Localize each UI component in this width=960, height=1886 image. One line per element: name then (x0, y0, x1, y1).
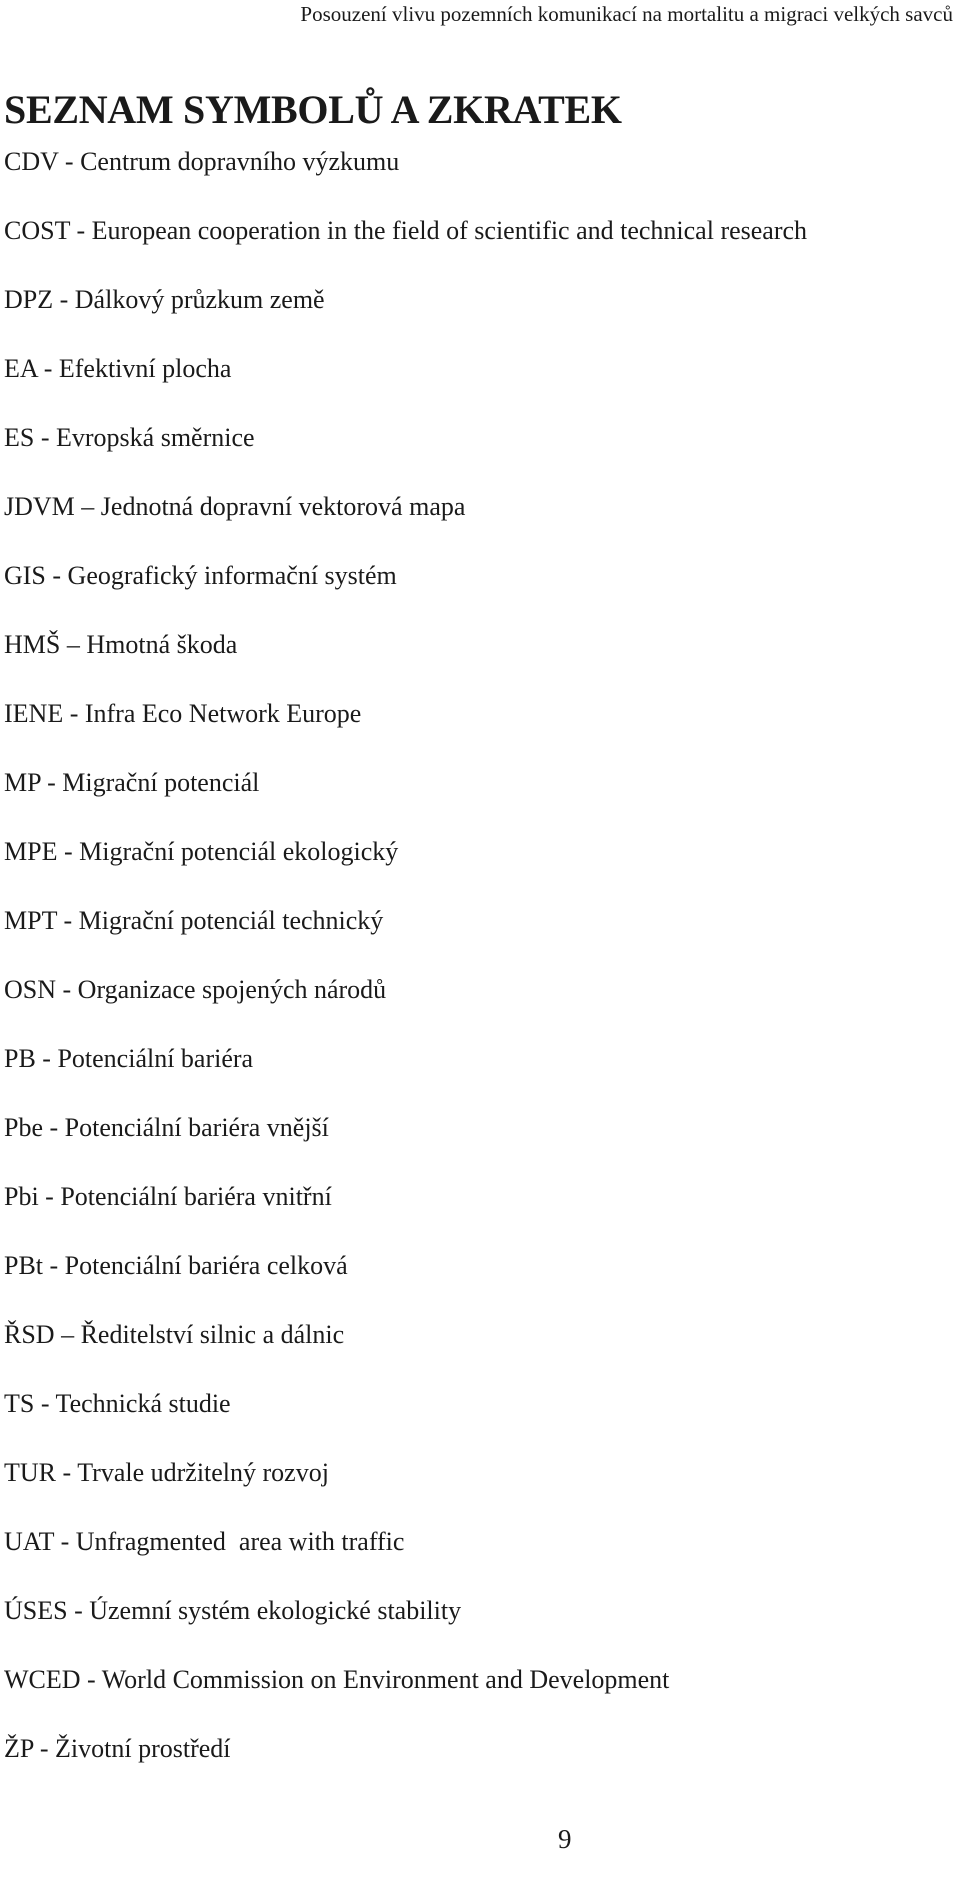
page-number: 9 (558, 1824, 572, 1854)
abbreviation-entry: OSN - Organizace spojených národů (4, 975, 387, 1004)
abbreviation-entry: MP - Migrační potenciál (4, 768, 260, 797)
section-title: SEZNAM SYMBOLŮ A ZKRATEK (4, 87, 622, 132)
abbreviation-entry: TUR - Trvale udržitelný rozvoj (4, 1458, 329, 1487)
abbreviation-entry: ŘSD – Ředitelství silnic a dálnic (4, 1320, 345, 1349)
abbreviation-entry: ŽP - Životní prostředí (4, 1734, 231, 1763)
abbreviation-entry: WCED - World Commission on Environment and Development (4, 1665, 670, 1694)
abbreviation-entry: MPT - Migrační potenciál technický (4, 906, 384, 935)
abbreviation-list (4, 147, 807, 1803)
abbreviation-entry: IENE - Infra Eco Network Europe (4, 699, 362, 728)
abbreviation-entry: GIS - Geografický informační systém (4, 561, 397, 590)
running-header: Posouzení vlivu pozemních komunikací na mortalitu a migraci velkých savců (300, 2, 953, 26)
abbreviation-entry: CDV - Centrum dopravního výzkumu (4, 147, 400, 176)
abbreviation-entry: TS - Technická studie (4, 1389, 231, 1418)
abbreviation-entry: PBt - Potenciální bariéra celková (4, 1251, 348, 1280)
abbreviation-entry: HMŠ – Hmotná škoda (4, 630, 238, 659)
abbreviation-entry: MPE - Migrační potenciál ekologický (4, 837, 399, 866)
abbreviation-entry: JDVM – Jednotná dopravní vektorová mapa (4, 492, 466, 521)
abbreviation-entry: ÚSES - Územní systém ekologické stability (4, 1596, 462, 1625)
abbreviation-entry: DPZ - Dálkový průzkum země (4, 285, 325, 314)
abbreviation-entry: Pbi - Potenciální bariéra vnitřní (4, 1182, 332, 1211)
abbreviation-entry: PB - Potenciální bariéra (4, 1044, 254, 1073)
abbreviation-entry: ES - Evropská směrnice (4, 423, 255, 452)
abbreviation-entry: COST - European cooperation in the field of scientific and technical research (4, 216, 808, 245)
abbreviation-entry: Pbe - Potenciální bariéra vnější (4, 1113, 329, 1142)
abbreviation-entry: EA - Efektivní plocha (4, 354, 232, 383)
abbreviation-entry: UAT - Unfragmented area with traffic (4, 1527, 405, 1556)
